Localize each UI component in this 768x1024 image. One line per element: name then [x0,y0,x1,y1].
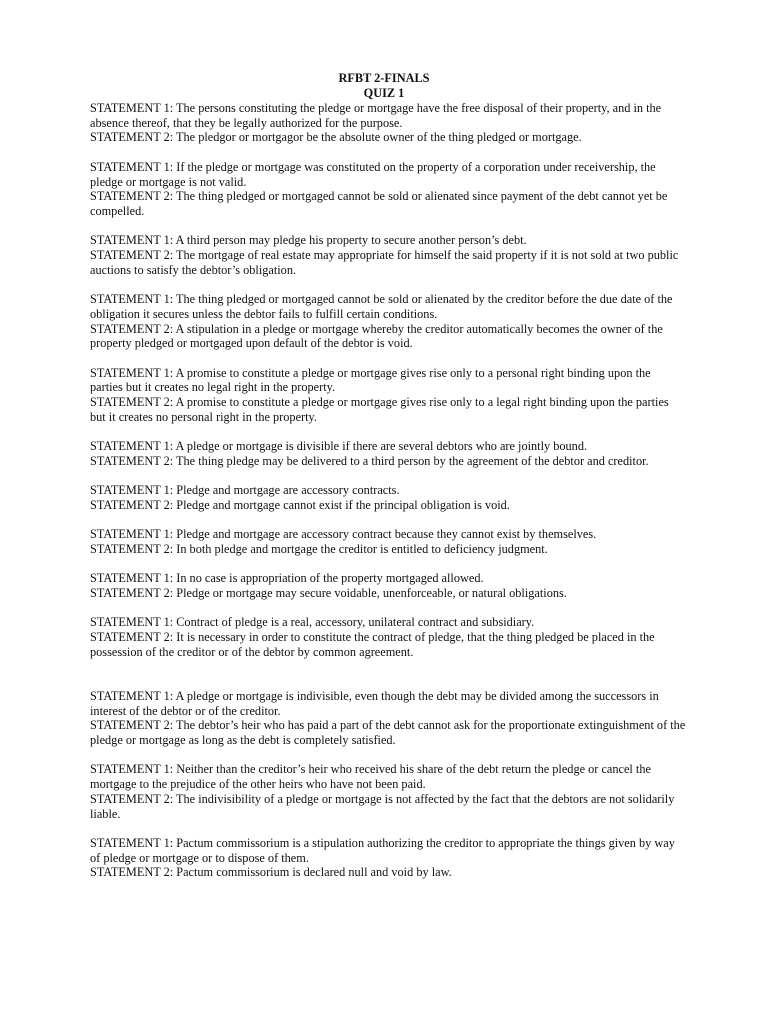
statement-2: STATEMENT 2: A promise to constitute a pledge or mortgage gives rise only to a legal right binding upon the parties but it creates no personal right in the property. [90,395,669,424]
statement-1: STATEMENT 1: A pledge or mortgage is divisible if there are several debtors who are jointly bound. [90,439,588,454]
statement-1: STATEMENT 1: A pledge or mortgage is indivisible, even though the debt may be divided among the successors in interest of the debtor or of the creditor. [90,688,659,718]
statement-2: STATEMENT 2: Pledge or mortgage may secure voidable, unenforceable, or natural obligations. [90,586,567,601]
statement-group-2 [90,160,686,219]
statement-2: STATEMENT 2: The thing pledged or mortgaged cannot be sold or alienated since payment of the debt cannot yet be compelled. [90,189,668,218]
document-title: RFBT 2-FINALS [338,71,430,85]
statement-group-6 [90,439,686,468]
statement-2: STATEMENT 2: The pledgor or mortgagor be the absolute owner of the thing pledged or mortgage. [90,130,582,145]
statement-1: STATEMENT 1: A promise to constitute a pledge or mortgage gives rise only to a personal right binding upon the parties but it creates no legal right in the property. [90,365,651,395]
statement-2: STATEMENT 2: The debtor’s heir who has paid a part of the debt cannot ask for the proportionate extinguishment of the pledge or mortgage as long as the debt is completely satisfied. [90,718,686,748]
statement-1: STATEMENT 1: Pledge and mortgage are accessory contract because they cannot exist by themselves. [90,527,597,542]
statement-group-4 [90,292,686,351]
statement-group-7 [90,483,686,512]
statement-group-12 [90,762,686,821]
statement-2: STATEMENT 2: It is necessary in order to constitute the contract of pledge, that the thing pledged be placed in the possession of the creditor or of the debtor by common agreement. [90,630,655,659]
statement-1: STATEMENT 1: Pledge and mortgage are accessory contracts. [90,483,400,498]
statement-1: STATEMENT 1: Contract of pledge is a real, accessory, unilateral contract and subsidiary. [90,615,535,630]
statement-group-3 [90,233,686,277]
statement-2: STATEMENT 2: The indivisibility of a pledge or mortgage is not affected by the fact that the debtors are not solidarily liable. [90,791,675,821]
statement-group-1 [90,101,686,145]
statement-group-9 [90,571,686,600]
statement-2: STATEMENT 2: The mortgage of real estate may appropriate for himself the said property if it is not sold at two public auctions to satisfy the debtor’s obligation. [90,248,679,277]
statement-1: STATEMENT 1: The persons constituting the pledge or mortgage have the free disposal of their property, and in the absence thereof, that they be legally authorized for the purpose. [90,101,662,130]
statement-1: STATEMENT 1: Neither than the creditor’s heir who received his share of the debt return the pledge or cancel the mortgage to the prejudice of the other heirs who have not been paid. [90,762,651,792]
statement-group-5 [90,366,686,425]
statement-group-8 [90,527,686,556]
quiz-label: QUIZ 1 [363,85,405,100]
statement-group-10 [90,615,686,659]
statement-1: STATEMENT 1: If the pledge or mortgage was constituted on the property of a corporation under receivership, the pledge or mortgage is not valid. [90,159,656,189]
statement-1: STATEMENT 1: Pactum commissorium is a stipulation authorizing the creditor to appropriate the things given by way of pledge or mortgage or to dispose of them. [90,835,675,865]
statement-2: STATEMENT 2: In both pledge and mortgage the creditor is entitled to deficiency judgment. [90,541,548,556]
statement-1: STATEMENT 1: In no case is appropriation of the property mortgaged allowed. [90,571,484,586]
statement-group-11 [90,689,686,748]
statement-group-13 [90,836,686,880]
statement-1: STATEMENT 1: The thing pledged or mortgaged cannot be sold or alienated by the creditor before the due date of the obligation it secures unless the debtor fails to fulfill certain conditions. [90,292,673,321]
statement-list [90,101,686,895]
document-header [0,71,768,100]
statement-2: STATEMENT 2: The thing pledge may be delivered to a third person by the agreement of the debtor and creditor. [90,453,649,468]
statement-1: STATEMENT 1: A third person may pledge his property to secure another person’s debt. [90,233,527,248]
statement-2: STATEMENT 2: Pactum commissorium is declared null and void by law. [90,865,452,880]
statement-2: STATEMENT 2: Pledge and mortgage cannot exist if the principal obligation is void. [90,497,510,512]
statement-2: STATEMENT 2: A stipulation in a pledge or mortgage whereby the creditor automatically becomes the owner of the property pledged or mortgaged upon default of the debtor is void. [90,321,663,351]
